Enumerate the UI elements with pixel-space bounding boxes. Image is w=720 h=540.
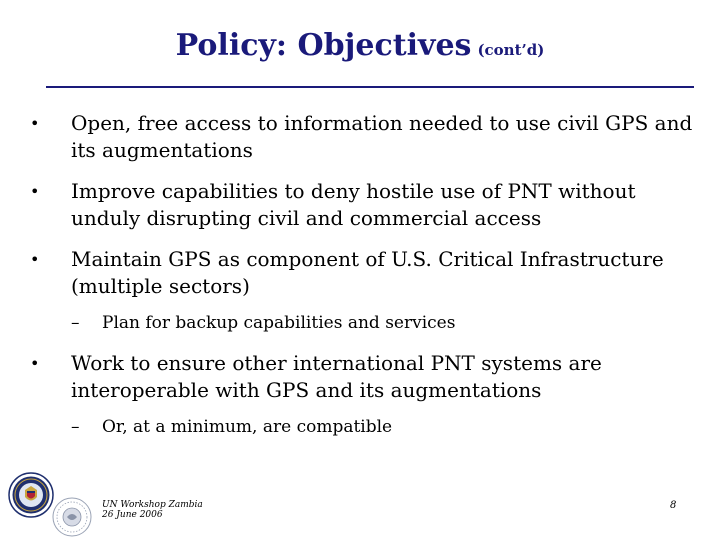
footer-date: 26 June 2006 <box>102 510 163 520</box>
bullet-icon: • <box>30 250 40 269</box>
bullet-item <box>30 350 700 404</box>
bullet-text: Improve capabilities to deny hostile use of PNT without unduly disrupting civil and commercial access <box>71 179 636 230</box>
page-number: 8 <box>670 500 677 511</box>
bullet-list <box>30 110 700 454</box>
bullet-text: Maintain GPS as component of U.S. Critical Infrastructure (multiple sectors) <box>71 247 664 298</box>
slide-title <box>0 28 720 63</box>
dash-icon: – <box>71 313 80 333</box>
bullet-text: Open, free access to information needed to use civil GPS and its augmentations <box>71 111 693 162</box>
footer <box>102 500 203 520</box>
bullet-icon: • <box>30 114 40 133</box>
bullet-text: Work to ensure other international PNT systems are interoperable with GPS and its augmentations <box>71 351 602 402</box>
sub-bullet-text: Plan for backup capabilities and services <box>102 313 456 333</box>
title-divider <box>46 86 694 88</box>
footer-event: UN Workshop Zambia <box>102 500 203 510</box>
dash-icon: – <box>71 417 80 437</box>
bullet-icon: • <box>30 354 40 373</box>
title-main: Policy: Objectives <box>175 28 472 63</box>
sub-bullet-text: Or, at a minimum, are compatible <box>102 417 393 437</box>
usaid-seal-icon <box>52 497 92 537</box>
title-continued: (cont’d) <box>477 41 545 59</box>
bullet-item <box>30 110 700 164</box>
bullet-item <box>30 178 700 232</box>
sub-bullet-item <box>30 312 700 334</box>
bullet-item <box>30 246 700 300</box>
sub-bullet-item <box>30 416 700 438</box>
state-department-seal-icon <box>8 472 54 518</box>
bullet-icon: • <box>30 182 40 201</box>
